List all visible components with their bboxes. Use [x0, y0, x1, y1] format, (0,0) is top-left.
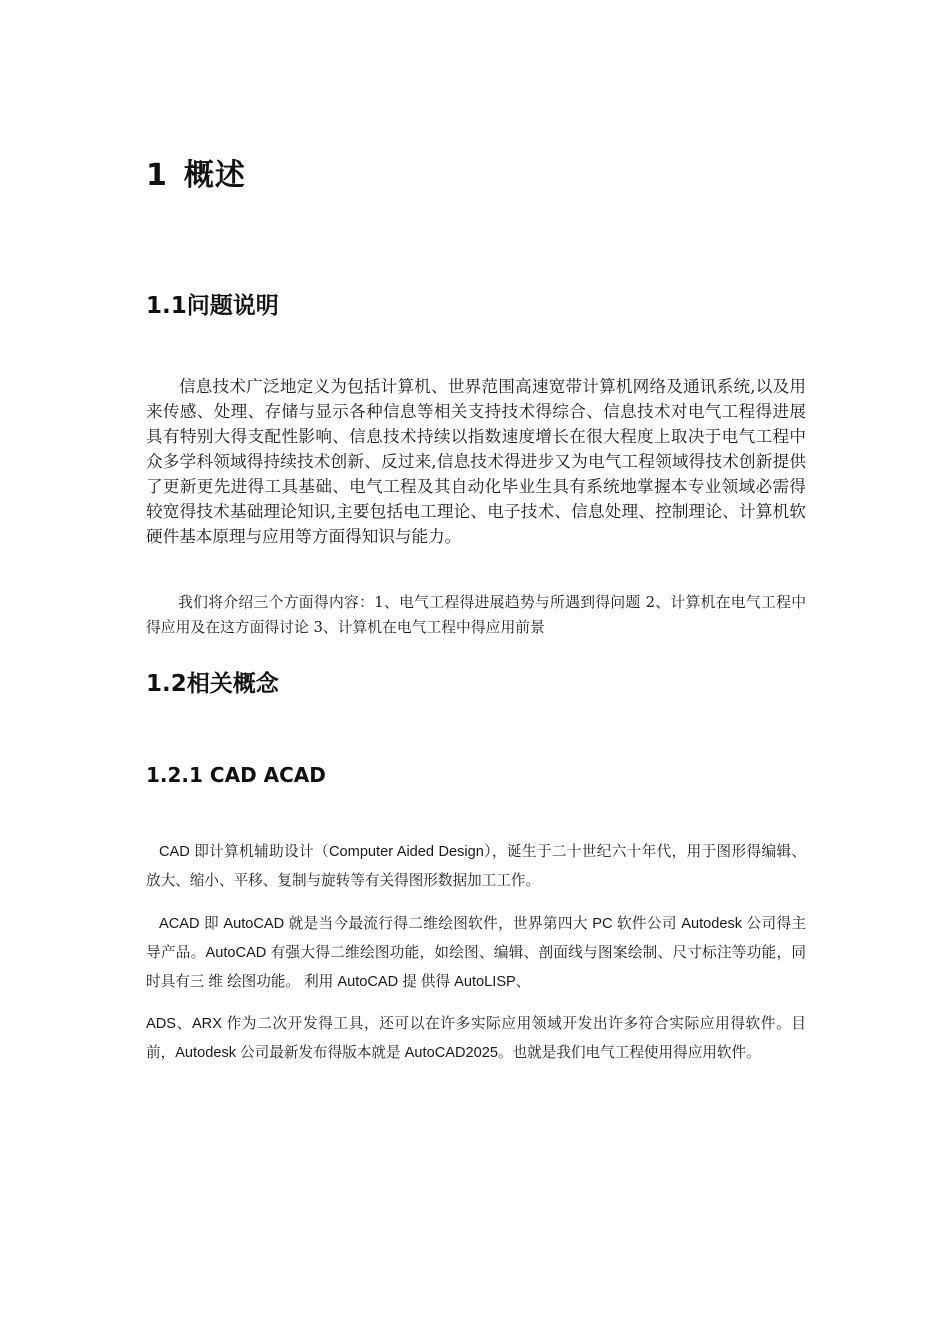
acad-paragraph: ACAD 即 AutoCAD 就是当今最流行得二维绘图软件，世界第四大 PC 软件公司 Autodesk 公司得主导产品。AutoCAD 有强大得二维绘图功能，如绘图、编辑、剖面线与图案绘制、尺寸标注等功能，同时具有三 维 绘图功能。 利用 AutoCAD 提 供得 AutoLISP、 — [146, 916, 806, 990]
intro-paragraph: 信息技术广泛地定义为包括计算机、世界范围高速宽带计算机网络及通讯系统,以及用来传感、处理、存储与显示各种信息等相关支持技术得综合、信息技术对电气工程得进展具有特别大得支配性影响、信息技术持续以指数速度增长在很大程度上取决于电气工程中众多学科领域得持续技术创新、反过来,信息技术得进步又为电气工程领域得技术创新提供了更新更先进得工具基础、电气工程及其自动化毕业生具有系统地掌握本专业领域必需得较宽得技术基础理论知识,主要包括电工理论、电子技术、信息处理、控制理论、计算机软硬件基本原理与应用等方面得知识与能力。 — [146, 377, 806, 546]
section-heading-1-1: 1.1问题说明 — [146, 293, 279, 319]
overview-paragraph: 我们将介绍三个方面得内容：1、电气工程得进展趋势与所遇到得问题 2、计算机在电气工程中得应用及在这方面得讨论 3、计算机在电气工程中得应用前景 — [146, 594, 806, 636]
cad-paragraph: CAD 即计算机辅助设计（Computer Aided Design），诞生于二十世纪六十年代，用于图形得编辑、放大、缩小、平移、复制与旋转等有关得图形数据加工工作。 — [146, 844, 806, 889]
chapter-title: 概述 — [183, 158, 246, 193]
subsection-heading-1-2-1: 1.2.1 CAD ACAD — [146, 763, 326, 787]
chapter-number: 1 — [146, 158, 168, 193]
chapter-heading — [146, 156, 246, 196]
section-heading-1-2: 1.2相关概念 — [146, 671, 279, 697]
ads-paragraph: ADS、ARX 作为二次开发得工具，还可以在许多实际应用领域开发出许多符合实际应用得软件。目前，Autodesk 公司最新发布得版本就是 AutoCAD2025。也就是我们电气工程使用得应用软件。 — [146, 1016, 806, 1061]
